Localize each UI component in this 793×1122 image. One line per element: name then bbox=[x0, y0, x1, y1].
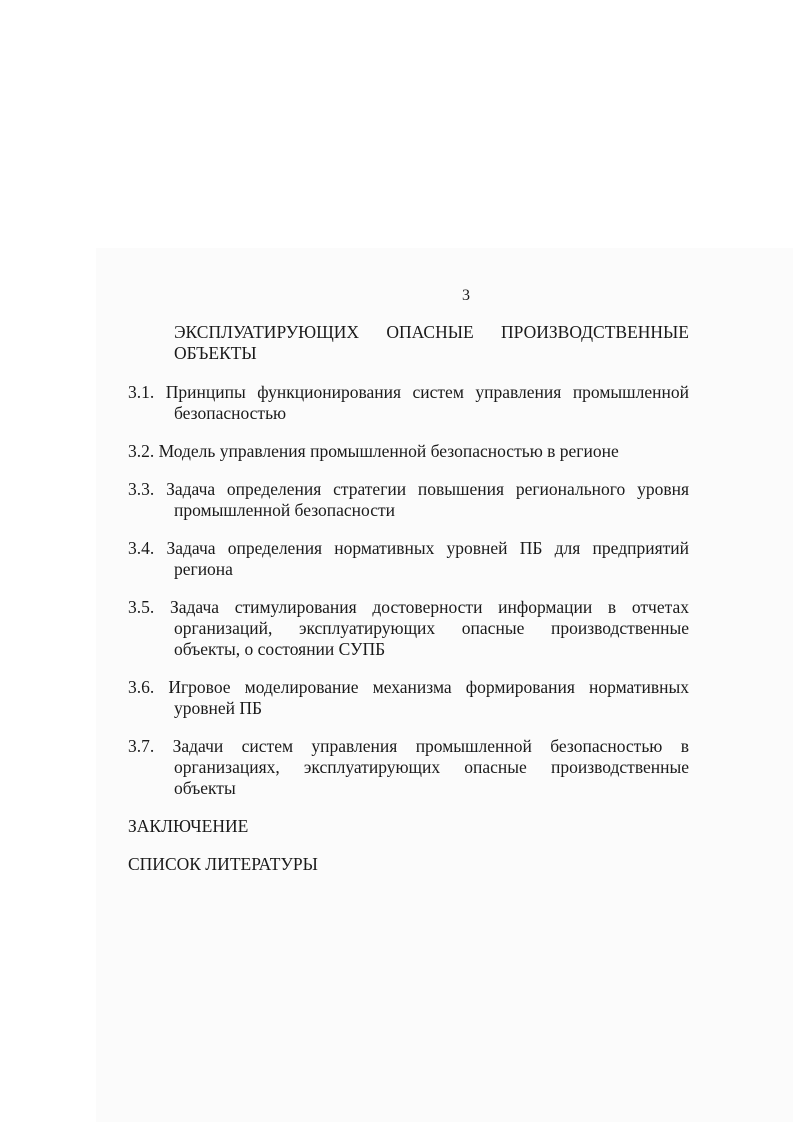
toc-entry-3-4 bbox=[128, 538, 689, 580]
toc-entry-number: 3.3. bbox=[128, 479, 155, 499]
toc-entry-title: Задача определения стратегии повышения регионального уровня промышленной безопасности bbox=[166, 479, 690, 520]
toc-entry-number: 3.6. bbox=[128, 677, 155, 697]
toc-entry-title: Модель управления промышленной безопасностью в регионе bbox=[158, 441, 619, 461]
toc-entry-3-5 bbox=[128, 597, 689, 660]
toc-entry-title: Игровое моделирование механизма формирования нормативных уровней ПБ bbox=[168, 677, 689, 718]
toc-entry-3-7 bbox=[128, 736, 689, 799]
toc-entry-3-6 bbox=[128, 677, 689, 719]
toc-conclusion: ЗАКЛЮЧЕНИЕ bbox=[128, 816, 249, 836]
toc-entry-3-2 bbox=[128, 441, 689, 462]
toc-entry-title: Задача стимулирования достоверности информации в отчетах организаций, эксплуатирующих опасные производственные объекты, о состоянии СУПБ bbox=[169, 597, 689, 659]
page-number: 3 bbox=[462, 287, 470, 304]
toc-entry-number: 3.2. bbox=[128, 441, 155, 461]
toc-entry-number: 3.5. bbox=[128, 597, 155, 617]
toc-entry-3-3 bbox=[128, 479, 689, 521]
toc-entry-number: 3.4. bbox=[128, 538, 155, 558]
toc-entry-number: 3.7. bbox=[128, 736, 155, 756]
toc-entry-title: Задача определения нормативных уровней ПБ для предприятий региона bbox=[166, 538, 690, 579]
toc-heading-continuation: ЭКСПЛУАТИРУЮЩИХ ОПАСНЫЕ ПРОИЗВОДСТВЕННЫЕ ОБЪЕКТЫ bbox=[174, 322, 689, 363]
toc-entry-number: 3.1. bbox=[128, 382, 155, 402]
toc-entry-title: Задачи систем управления промышленной безопасностью в организациях, эксплуатирующих опасные производственные объекты bbox=[172, 736, 689, 798]
toc-entry-title: Принципы функционирования систем управления промышленной безопасностью bbox=[165, 382, 690, 423]
toc-entry-3-1 bbox=[128, 382, 689, 424]
toc-references: СПИСОК ЛИТЕРАТУРЫ bbox=[128, 854, 318, 874]
table-of-contents bbox=[128, 322, 689, 875]
